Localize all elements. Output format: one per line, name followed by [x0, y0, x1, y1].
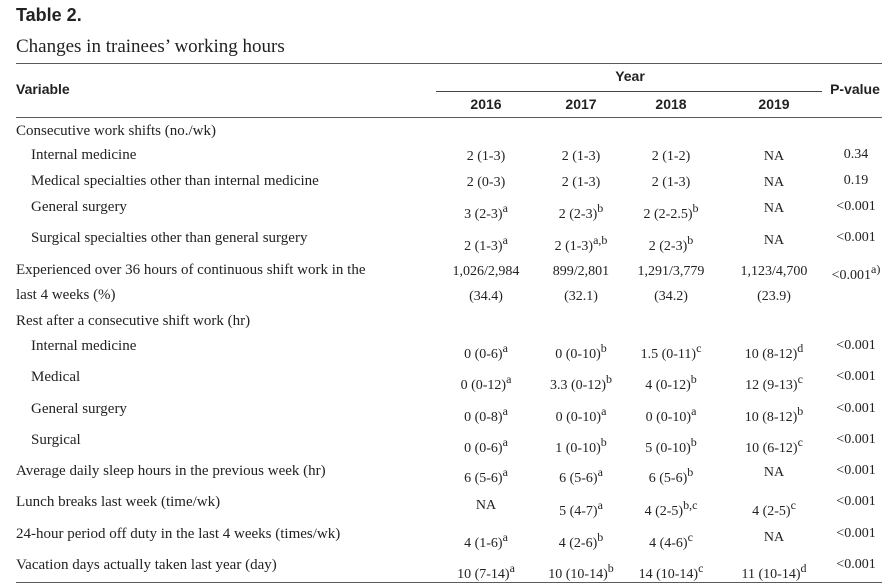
cell-superscript: a — [691, 404, 697, 418]
row-label: Lunch breaks last week (time/wk) — [16, 494, 221, 510]
cell-2016 — [441, 465, 531, 487]
cell-value: 2 (2-2.5) — [643, 207, 693, 222]
cell-superscript: a — [502, 201, 508, 215]
cell-value: 10 (8-12) — [744, 410, 798, 425]
cell-value: 2 (1-3) — [651, 175, 691, 190]
cell-2016 — [441, 530, 531, 552]
pvalue-text: <0.001 — [836, 432, 876, 447]
cell-superscript: a — [502, 530, 508, 544]
cell-2019 — [728, 289, 820, 305]
cell-value: 2 (1-3) — [466, 149, 506, 164]
row-label: Vacation days actually taken last year (day) — [16, 557, 277, 573]
cell-2019 — [728, 498, 820, 520]
cell-value: NA — [475, 498, 497, 513]
cell-2017 — [536, 175, 626, 191]
cell-2017 — [536, 530, 626, 552]
cell-value: NA — [763, 149, 785, 164]
cell-2018 — [626, 498, 716, 520]
cell-value: 2 (1-2) — [651, 149, 691, 164]
cell-2017 — [536, 372, 626, 394]
cell-pvalue — [824, 369, 888, 385]
cell-value: 2 (0-3) — [466, 175, 506, 190]
cell-2016 — [441, 372, 531, 394]
cell-2019 — [728, 435, 820, 457]
pvalue-text: <0.001 — [836, 338, 876, 353]
cell-superscript: b — [597, 530, 604, 544]
pvalue-text: 0.34 — [843, 147, 869, 162]
cell-value: 6 (5-6) — [464, 471, 503, 486]
year-group-rule — [436, 91, 822, 92]
row-label: Internal medicine — [31, 338, 137, 354]
cell-superscript: b — [797, 404, 804, 418]
cell-value: 3 (2-3) — [464, 207, 503, 222]
cell-value: NA — [763, 465, 785, 480]
cell-value: 2 (2-3) — [558, 207, 598, 222]
cell-value: (34.4) — [469, 289, 503, 304]
cell-2019 — [728, 404, 820, 426]
cell-2017 — [536, 149, 626, 165]
cell-superscript: d — [797, 341, 804, 355]
pvalue-text: <0.001 — [836, 369, 876, 384]
cell-value: 14 (10-14) — [638, 567, 699, 582]
cell-2017 — [536, 341, 626, 363]
cell-value: 4 (0-12) — [645, 378, 691, 393]
header-year-2019: 2019 — [758, 96, 790, 112]
row-label: Experienced over 36 hours of continuous shift work in the — [16, 262, 366, 278]
cell-pvalue — [824, 526, 888, 542]
cell-2018 — [626, 289, 716, 305]
cell-2019 — [728, 149, 820, 165]
cell-pvalue — [824, 173, 888, 189]
cell-2019 — [728, 233, 820, 249]
cell-value: 0 (0-10) — [645, 410, 692, 425]
row-label: Average daily sleep hours in the previous week (hr) — [16, 463, 326, 479]
cell-2019 — [728, 201, 820, 217]
cell-pvalue — [824, 147, 888, 163]
cell-superscript: b,c — [683, 498, 698, 512]
header-variable: Variable — [16, 81, 70, 97]
cell-superscript: b — [687, 233, 694, 247]
cell-2018 — [626, 465, 716, 487]
cell-2017 — [536, 264, 626, 280]
cell-value: NA — [763, 530, 785, 545]
table-number: Table 2. — [16, 5, 82, 25]
pvalue-text: <0.001 — [836, 230, 876, 245]
cell-pvalue — [824, 338, 888, 354]
cell-superscript: a — [506, 372, 512, 386]
row-label: last 4 weeks (%) — [16, 287, 116, 303]
cell-2016 — [441, 498, 531, 514]
header-year-2018: 2018 — [655, 96, 687, 112]
cell-superscript: c — [696, 341, 702, 355]
pvalue-text: <0.001 — [831, 268, 872, 283]
cell-value: 4 (4-6) — [649, 536, 688, 551]
cell-value: (34.2) — [654, 289, 688, 304]
cell-2018 — [626, 233, 716, 255]
row-label: Surgical — [31, 432, 81, 448]
cell-superscript: b — [687, 465, 694, 479]
cell-2017 — [536, 498, 626, 520]
cell-2018 — [626, 341, 716, 363]
cell-value: 4 (1-6) — [464, 536, 503, 551]
row-label: Medical specialties other than internal medicine — [31, 173, 319, 189]
cell-pvalue — [824, 463, 888, 479]
cell-superscript: a — [502, 465, 508, 479]
cell-2017 — [536, 561, 626, 583]
cell-2017 — [536, 289, 626, 305]
cell-superscript: a — [601, 404, 607, 418]
pvalue-text: <0.001 — [836, 401, 876, 416]
cell-value: 0 (0-10) — [555, 410, 602, 425]
cell-value: 10 (10-14) — [548, 567, 608, 582]
cell-superscript: a — [502, 404, 508, 418]
pvalue-superscript: a) — [871, 262, 881, 276]
cell-value: 1,291/3,779 — [637, 264, 705, 279]
table-caption: Changes in trainees’ working hours — [16, 36, 285, 57]
cell-value: 899/2,801 — [552, 264, 610, 279]
row-label: 24-hour period off duty in the last 4 weeks (times/wk) — [16, 526, 341, 542]
cell-2017 — [536, 465, 626, 487]
cell-superscript: b — [690, 435, 697, 449]
pvalue-text: <0.001 — [836, 494, 876, 509]
cell-superscript: b — [600, 435, 607, 449]
cell-value: 0 (0-12) — [460, 378, 507, 393]
cell-2016 — [441, 233, 531, 255]
row-label: Rest after a consecutive shift work (hr) — [16, 313, 251, 329]
cell-superscript: b — [600, 341, 607, 355]
cell-pvalue — [824, 230, 888, 246]
pvalue-text: <0.001 — [836, 199, 876, 214]
cell-2016 — [441, 341, 531, 363]
cell-superscript: c — [698, 561, 704, 575]
cell-value: 2 (2-3) — [648, 239, 688, 254]
cell-2019 — [728, 530, 820, 546]
header-year-2016: 2016 — [470, 96, 502, 112]
cell-value: 1,026/2,984 — [452, 264, 520, 279]
pvalue-text: <0.001 — [836, 526, 876, 541]
cell-2018 — [626, 264, 716, 280]
cell-2017 — [536, 435, 626, 457]
header-pvalue: P-value — [830, 81, 880, 97]
cell-value: 10 (6-12) — [745, 441, 798, 456]
cell-2018 — [626, 404, 716, 426]
cell-2019 — [728, 264, 820, 280]
cell-value: 1.5 (0-11) — [640, 347, 697, 362]
cell-value: 2 (1-3) — [561, 175, 601, 190]
cell-superscript: a — [502, 233, 508, 247]
cell-value: 5 (0-10) — [645, 441, 691, 456]
cell-superscript: a — [509, 561, 515, 575]
cell-value: 4 (2-5) — [752, 504, 791, 519]
cell-2019 — [728, 372, 820, 394]
cell-pvalue — [824, 199, 888, 215]
cell-value: (23.9) — [757, 289, 791, 304]
cell-value: 0 (0-10) — [555, 347, 601, 362]
cell-value: 3.3 (0-12) — [550, 378, 606, 393]
cell-2018 — [626, 149, 716, 165]
cell-superscript: a — [502, 341, 508, 355]
cell-pvalue — [824, 432, 888, 448]
cell-value: NA — [763, 233, 785, 248]
cell-value: 11 (10-14) — [741, 567, 801, 582]
cell-value: 1,123/4,700 — [740, 264, 808, 279]
cell-pvalue — [824, 494, 888, 510]
cell-2016 — [441, 201, 531, 223]
cell-2018 — [626, 530, 716, 552]
cell-2019 — [728, 561, 820, 583]
cell-2017 — [536, 404, 626, 426]
cell-value: 12 (9-13) — [745, 378, 798, 393]
cell-superscript: a,b — [593, 233, 608, 247]
cell-superscript: b — [692, 201, 699, 215]
cell-superscript: b — [597, 201, 604, 215]
cell-2016 — [441, 264, 531, 280]
cell-value: 0 (0-6) — [464, 347, 503, 362]
cell-pvalue — [824, 557, 888, 573]
cell-2016 — [441, 404, 531, 426]
cell-2018 — [626, 561, 716, 583]
cell-2018 — [626, 175, 716, 191]
header-rule — [16, 117, 882, 118]
cell-superscript: a — [597, 498, 603, 512]
bottom-rule — [16, 582, 882, 583]
cell-superscript: c — [797, 435, 803, 449]
cell-value: 4 (2-5) — [644, 504, 684, 519]
cell-value: NA — [763, 201, 785, 216]
cell-value: (32.1) — [564, 289, 598, 304]
header-year-group: Year — [615, 68, 645, 84]
cell-superscript: c — [790, 498, 796, 512]
cell-value: 6 (5-6) — [559, 471, 598, 486]
cell-superscript: b — [690, 372, 697, 386]
cell-superscript: d — [800, 561, 807, 575]
cell-value: 0 (0-8) — [464, 410, 503, 425]
pvalue-text: 0.19 — [843, 173, 869, 188]
row-label: General surgery — [31, 401, 127, 417]
cell-2019 — [728, 465, 820, 481]
cell-2019 — [728, 175, 820, 191]
cell-pvalue — [824, 401, 888, 417]
cell-superscript: c — [797, 372, 803, 386]
cell-2018 — [626, 372, 716, 394]
cell-2016 — [441, 175, 531, 191]
cell-superscript: a — [502, 435, 508, 449]
cell-value: 0 (0-6) — [464, 441, 503, 456]
cell-value: 10 (8-12) — [744, 347, 798, 362]
cell-superscript: b — [606, 372, 612, 386]
pvalue-text: <0.001 — [836, 557, 876, 572]
cell-2016 — [441, 435, 531, 457]
header-year-2017: 2017 — [565, 96, 597, 112]
cell-2018 — [626, 201, 716, 223]
cell-2016 — [441, 149, 531, 165]
cell-pvalue — [824, 262, 888, 284]
cell-2019 — [728, 341, 820, 363]
cell-2018 — [626, 435, 716, 457]
cell-superscript: c — [687, 530, 693, 544]
row-label: Medical — [31, 369, 81, 385]
cell-value: 2 (1-3) — [554, 239, 594, 254]
pvalue-text: <0.001 — [836, 463, 876, 478]
cell-value: 1 (0-10) — [555, 441, 601, 456]
row-label: Consecutive work shifts (no./wk) — [16, 123, 216, 139]
cell-value: 2 (1-3) — [464, 239, 503, 254]
row-label: Surgical specialties other than general surgery — [31, 230, 308, 246]
cell-2017 — [536, 201, 626, 223]
cell-value: 10 (7-14) — [457, 567, 510, 582]
cell-value: 5 (4-7) — [559, 504, 598, 519]
cell-superscript: a — [597, 465, 603, 479]
cell-2016 — [441, 561, 531, 583]
cell-superscript: b — [607, 561, 614, 575]
cell-2017 — [536, 233, 626, 255]
row-label: Internal medicine — [31, 147, 137, 163]
cell-value: 4 (2-6) — [558, 536, 598, 551]
row-label: General surgery — [31, 199, 127, 215]
cell-2016 — [441, 289, 531, 305]
cell-value: 2 (1-3) — [561, 149, 601, 164]
cell-value: 6 (5-6) — [648, 471, 688, 486]
top-rule — [16, 63, 882, 64]
cell-value: NA — [763, 175, 785, 190]
